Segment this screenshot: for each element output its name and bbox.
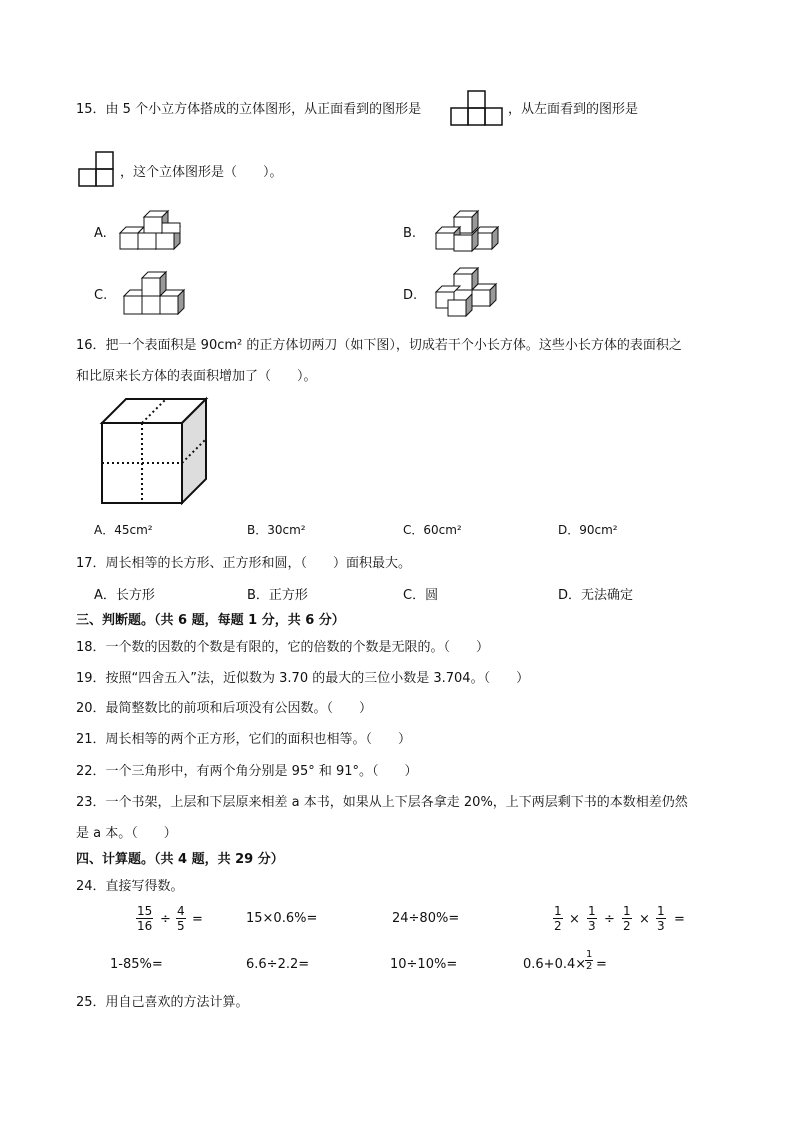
e4-c-d: 2	[623, 919, 631, 933]
e1-n2: 4	[177, 904, 185, 918]
q18-text: 18．一个数的因数的个数是有限的，它的倍数的个数是无限的。（ ）	[76, 640, 490, 655]
section-4-heading: 四、计算题。（共 4 题，共 29 分）	[76, 852, 284, 867]
q20-text: 20．最简整数比的前项和后项没有公因数。（ ）	[76, 701, 373, 716]
q23-line-1: 23．一个书架，上层和下层原来相差 a 本书，如果从上下层各拿走 20%，上下两层剩下书的本数相差仍然	[76, 795, 688, 810]
e4-a-n: 1	[554, 904, 562, 918]
option-a-cube-figure	[118, 205, 190, 253]
e4-b-n: 1	[588, 904, 596, 918]
e5-expression: 1-85%=	[110, 957, 163, 972]
e4-eq: =	[674, 912, 685, 927]
cut-cube-figure	[100, 397, 210, 507]
e4-fraction-b	[587, 904, 597, 933]
e3-expression: 24÷80%=	[392, 911, 460, 926]
q15-option-b-label: B.	[403, 226, 417, 241]
e6-expression: 6.6÷2.2=	[246, 957, 310, 972]
e1-eq: =	[192, 912, 203, 927]
e4-op1: ×	[569, 912, 580, 927]
e4-fraction-d	[656, 904, 666, 933]
e4-fraction-c	[622, 904, 632, 933]
q17-option-a: A．长方形	[94, 588, 155, 603]
q16-option-b: B．30cm²	[247, 523, 306, 537]
e8-d: 2	[586, 961, 593, 972]
q17-option-c: C．圆	[403, 588, 439, 603]
q17-text: 17．周长相等的长方形、正方形和圆，（ ）面积最大。	[76, 556, 412, 571]
e4-d-n: 1	[657, 904, 665, 918]
q16-line-1: 16．把一个表面积是 90cm² 的正方体切两刀（如下图），切成若干个小长方体。这些小长方体的表面积之	[76, 338, 682, 353]
e8-n: 1	[586, 949, 593, 960]
q16-option-c: C．60cm²	[403, 523, 462, 537]
q16-option-d: D．90cm²	[558, 523, 618, 537]
q15-option-a-label: A.	[94, 226, 107, 241]
e1-d2: 5	[177, 919, 185, 933]
q16-line-2: 和比原来长方体的表面积增加了（ ）。	[76, 369, 317, 384]
q21-text: 21．周长相等的两个正方形，它们的面积也相等。（ ）	[76, 732, 412, 747]
option-b-cube-figure	[434, 205, 506, 253]
e1-op: ÷	[160, 912, 171, 927]
q19-text: 19．按照“四舍五入”法，近似数为 3.70 的最大的三位小数是 3.704。（ ）	[76, 671, 530, 686]
e4-c-n: 1	[623, 904, 631, 918]
option-c-cube-figure	[122, 270, 194, 318]
e1-n1: 15	[137, 904, 153, 918]
e1-d1: 16	[137, 919, 153, 933]
e8-eq: =	[596, 957, 607, 972]
e4-a-d: 2	[554, 919, 562, 933]
q15-option-c-label: C.	[94, 288, 108, 303]
e1-fraction-1	[136, 904, 153, 933]
left-view-figure	[78, 151, 114, 187]
e4-fraction-a	[553, 904, 563, 933]
e4-d-d: 3	[657, 919, 665, 933]
q15-text-1: 15．由 5 个小立方体搭成的立体图形，从正面看到的图形是	[76, 102, 422, 117]
e4-op3: ×	[639, 912, 650, 927]
e2-expression: 15×0.6%=	[246, 911, 318, 926]
q15-text-2: ，从左面看到的图形是	[508, 102, 639, 117]
e4-b-d: 3	[588, 919, 596, 933]
q15-text-3: ，这个立体图形是（ ）。	[120, 165, 283, 180]
q23-line-2: 是 a 本。（ ）	[76, 826, 177, 841]
q16-option-a: A．45cm²	[94, 523, 153, 537]
q15-option-d-label: D.	[403, 288, 418, 303]
front-view-figure	[450, 90, 506, 126]
e4-op2: ÷	[604, 912, 615, 927]
q22-text: 22．一个三角形中，有两个角分别是 95° 和 91°。（ ）	[76, 764, 418, 779]
q25-text: 25．用自己喜欢的方法计算。	[76, 995, 249, 1010]
q24-title: 24．直接写得数。	[76, 879, 184, 894]
option-d-cube-figure	[432, 268, 504, 318]
q17-option-b: B．正方形	[247, 588, 308, 603]
e1-fraction-2	[176, 904, 186, 933]
e8-fraction	[585, 949, 593, 972]
e8-expression-prefix: 0.6+0.4×	[523, 957, 587, 972]
e7-expression: 10÷10%=	[390, 957, 458, 972]
q17-option-d: D．无法确定	[558, 588, 634, 603]
section-3-heading: 三、判断题。（共 6 题，每题 1 分，共 6 分）	[76, 613, 345, 628]
